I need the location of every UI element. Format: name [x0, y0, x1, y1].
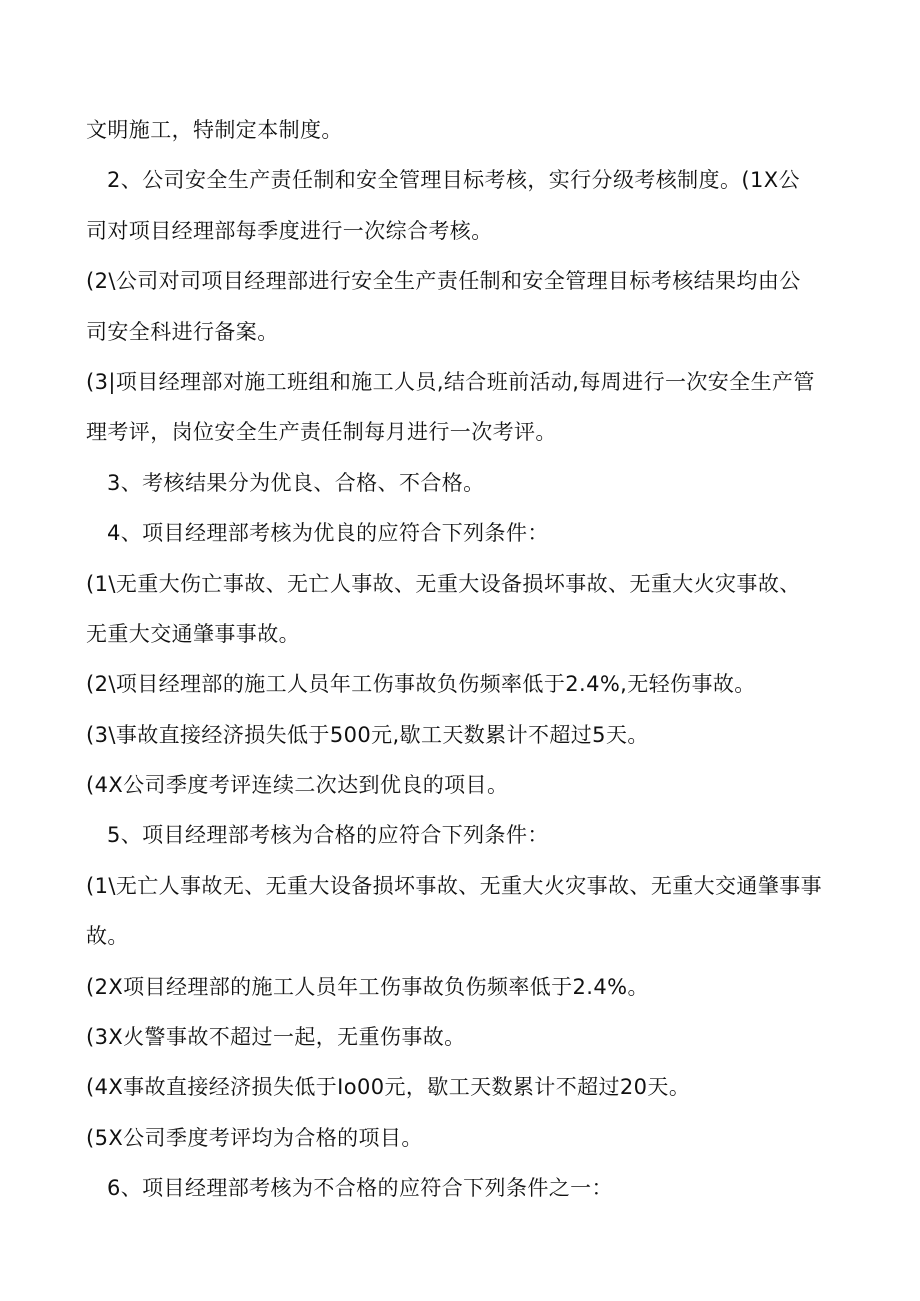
text-line: (3|项目经理部对施工班组和施工人员,结合班前活动,每周进行一次安全生产管: [86, 369, 815, 394]
text-line: (3X火警事故不超过一起，无重伤事故。: [86, 1025, 466, 1050]
text-line: (1\无亡人事故无、无重大设备损坏事故、无重大火灾事故、无重大交通肇事事: [86, 873, 823, 898]
text-line: 2、公司安全生产责任制和安全管理目标考核，实行分级考核制度。(1X公: [107, 168, 800, 193]
text-line: 5、项目经理部考核为合格的应符合下列条件：: [107, 823, 549, 848]
text-line: 故。: [86, 924, 129, 949]
text-line: 司对项目经理部每季度进行一次综合考核。: [86, 218, 493, 243]
text-line: 6、项目经理部考核为不合格的应符合下列条件之一：: [107, 1176, 613, 1201]
text-line: (2\公司对司项目经理部进行安全生产责任制和安全管理目标考核结果均由公: [86, 269, 801, 294]
text-line: (4X公司季度考评连续二次达到优良的项目。: [86, 773, 509, 798]
text-line: (5X公司季度考评均为合格的项目。: [86, 1125, 423, 1150]
text-line: 4、项目经理部考核为优良的应符合下列条件：: [107, 521, 549, 546]
text-line: (3\事故直接经济损失低于500元,歇工天数累计不超过5天。: [86, 722, 649, 747]
text-line: 3、考核结果分为优良、合格、不合格。: [107, 470, 485, 495]
text-line: 文明施工，特制定本制度。: [86, 118, 343, 142]
text-line: (2X项目经理部的施工人员年工伤事故负伤频率低于2.4%。: [86, 974, 649, 999]
text-line: (4X事故直接经济损失低于Io00元，歇工天数累计不超过20天。: [86, 1075, 691, 1100]
text-line: (1\无重大伤亡事故、无亡人事故、无重大设备损坏事故、无重大火灾事故、: [86, 571, 801, 596]
text-line: 无重大交通肇事事故。: [86, 621, 300, 646]
text-line: 理考评，岗位安全生产责任制每月进行一次考评。: [86, 420, 557, 445]
document-body: [86, 105, 836, 1214]
text-line: 司安全科进行备案。: [86, 319, 279, 344]
text-line: (2\项目经理部的施工人员年工伤事故负伤频率低于2.4%,无轻伤事故。: [86, 672, 756, 697]
